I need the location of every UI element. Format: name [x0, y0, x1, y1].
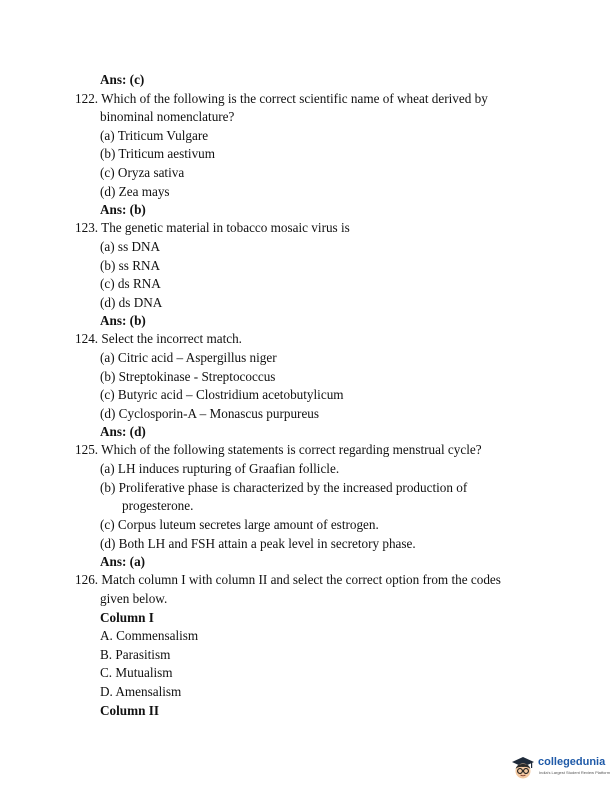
- question-122-option-a: (a) Triticum Vulgare: [100, 128, 209, 143]
- column-1-item: B. Parasitism: [100, 647, 171, 662]
- column-1-item: D. Amensalism: [100, 684, 182, 699]
- question-122-text-cont: binominal nomenclature?: [100, 109, 235, 124]
- question-125-option-c: (c) Corpus luteum secretes large amount of estrogen.: [100, 517, 379, 532]
- question-123-option-b: (b) ss RNA: [100, 258, 161, 273]
- answer-122: Ans: (b): [100, 202, 146, 217]
- question-122-option-d: (d) Zea mays: [100, 184, 170, 199]
- question-125-text: 125. Which of the following statements is correct regarding menstrual cycle?: [75, 442, 482, 457]
- question-124-option-c: (c) Butyric acid – Clostridium acetobutylicum: [100, 387, 344, 402]
- question-124-option-a: (a) Citric acid – Aspergillus niger: [100, 350, 277, 365]
- student-mascot-icon: [511, 756, 535, 780]
- question-125-option-b: (b) Proliferative phase is characterized by the increased production of: [100, 480, 468, 495]
- column-1-item: A. Commensalism: [100, 628, 199, 643]
- column-1-item: C. Mutualism: [100, 665, 173, 680]
- question-122-option-b: (b) Triticum aestivum: [100, 146, 216, 161]
- question-123-option-d: (d) ds DNA: [100, 295, 163, 310]
- logo-wordmark: collegedunia: [538, 756, 606, 768]
- answer-124: Ans: (d): [100, 424, 146, 439]
- question-124-text: 124. Select the incorrect match.: [75, 331, 242, 346]
- collegedunia-logo: [511, 754, 611, 782]
- column-1-heading: Column I: [100, 610, 154, 625]
- logo-tagline: India's Largest Student Review Platform: [539, 770, 611, 775]
- question-126-text-cont: given below.: [100, 591, 168, 606]
- question-124-option-d: (d) Cyclosporin-A – Monascus purpureus: [100, 406, 320, 421]
- column-2-heading: Column II: [100, 703, 159, 718]
- answer-123: Ans: (b): [100, 313, 146, 328]
- question-124-option-b: (b) Streptokinase - Streptococcus: [100, 369, 276, 384]
- question-125-option-a: (a) LH induces rupturing of Graafian follicle.: [100, 461, 340, 476]
- answer-125: Ans: (a): [100, 554, 146, 569]
- answer-121: Ans: (c): [100, 72, 145, 87]
- question-125-option-d: (d) Both LH and FSH attain a peak level in secretory phase.: [100, 536, 416, 551]
- question-126-text: 126. Match column I with column II and select the correct option from the codes: [75, 572, 501, 587]
- question-123-option-a: (a) ss DNA: [100, 239, 161, 254]
- question-122-text: 122. Which of the following is the correct scientific name of wheat derived by: [75, 91, 488, 106]
- question-123-option-c: (c) ds RNA: [100, 276, 161, 291]
- question-123-text: 123. The genetic material in tobacco mosaic virus is: [75, 220, 350, 235]
- question-122-option-c: (c) Oryza sativa: [100, 165, 185, 180]
- question-125-option-b-cont: progesterone.: [122, 498, 194, 513]
